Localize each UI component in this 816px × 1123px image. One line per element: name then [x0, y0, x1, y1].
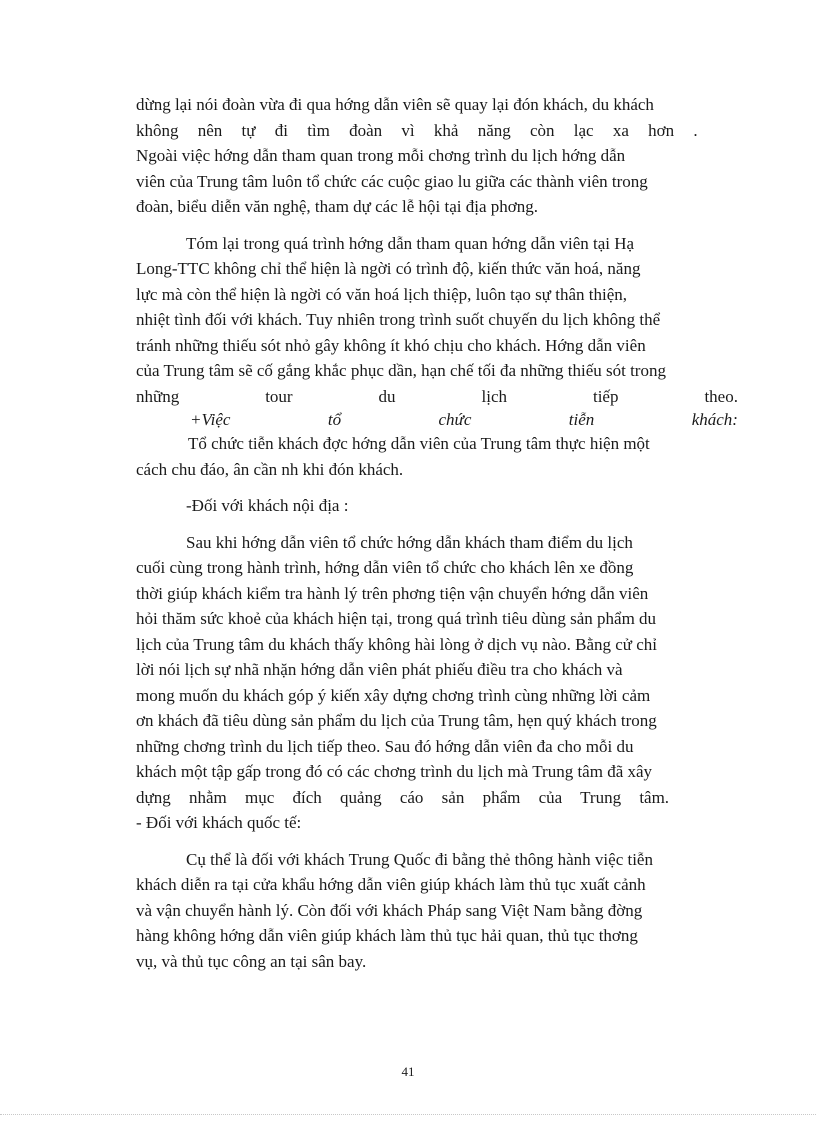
heading-word: tổ	[327, 410, 342, 429]
section-heading	[136, 409, 738, 431]
text-line: khách một tập gấp trong đó có các chơng trình du lịch mà Trung tâm đã xây	[136, 762, 653, 781]
paragraph-summary	[136, 231, 738, 410]
word: du	[378, 386, 396, 406]
paragraph-farewell-intro	[136, 431, 738, 482]
page-bottom-border	[0, 1114, 816, 1115]
paragraph-domestic	[136, 530, 738, 836]
text-line: không nên tự đi tìm đoàn vì khả năng còn lạc xa hơn .	[136, 120, 698, 140]
text-line: khách diễn ra tại cửa khẩu hớng dẫn viên giúp khách làm thủ tục xuất cảnh	[136, 875, 646, 894]
text-line: hỏi thăm sức khoẻ của khách hiện tại, trong quá trình tiêu dùng sản phẩm du	[136, 609, 657, 628]
subheading-text: -Đối với khách nội địa :	[186, 496, 349, 515]
text-line: lời nói lịch sự nhã nhặn hớng dẫn viên phát phiếu điều tra cho khách và	[136, 660, 623, 679]
page-number: 41	[401, 1064, 415, 1079]
text-line: Sau khi hớng dẫn viên tổ chức hớng dẫn khách tham điểm du lịch	[186, 532, 633, 552]
text-line: hàng không hớng dẫn viên giúp khách làm thủ tục hải quan, thủ tục thơng	[136, 926, 638, 945]
text-line: Ngoài việc hớng dẫn tham quan trong mỗi chơng trình du lịch hớng dẫn	[136, 146, 626, 165]
text-line: thời giúp khách kiểm tra hành lý trên phơng tiện vận chuyển hớng dẫn viên	[136, 583, 649, 603]
text-line: Tóm lại trong quá trình hớng dẫn tham quan hớng dẫn viên tại Hạ	[186, 233, 635, 253]
word: lịch	[481, 386, 508, 406]
heading-word: khách:	[691, 410, 738, 429]
text-line: mong muốn du khách góp ý kiến xây dựng chơng trình cùng những lời cảm	[136, 685, 651, 705]
subheading-international: - Đối với khách quốc tế:	[136, 813, 302, 832]
text-line: dựng nhằm mục đích quảng cáo sản phẩm của Trung tâm.	[136, 787, 670, 807]
text-line: dừng lại nói đoàn vừa đi qua hớng dẫn viên sẽ quay lại đón khách, du khách	[136, 95, 654, 114]
text-line: Cụ thể là đối với khách Trung Quốc đi bằng thẻ thông hành việc tiễn	[186, 849, 653, 869]
heading-word: chức	[438, 410, 472, 429]
text-line: Long-TTC không chỉ thể hiện là ngời có trình độ, kiến thức văn hoá, năng	[136, 259, 641, 278]
text-line: của Trung tâm sẽ cố gắng khắc phục dần, hạn chế tối đa những thiếu sót trong	[136, 361, 666, 380]
word: tour	[265, 386, 293, 406]
text-line: và vận chuyển hành lý. Còn đối với khách Pháp sang Việt Nam bằng đờng	[136, 900, 643, 920]
text-line: những chơng trình du lịch tiếp theo. Sau đó hớng dẫn viên đa cho mỗi du	[136, 736, 634, 756]
subheading-domestic	[136, 493, 738, 519]
text-line: viên của Trung tâm luôn tổ chức các cuộc giao lu giữa các thành viên trong	[136, 171, 648, 191]
heading-word: tiễn	[568, 410, 595, 429]
text-line: lịch của Trung tâm du khách thấy không hài lòng ở dịch vụ nào. Bằng cử chỉ	[136, 634, 658, 654]
text-line: lực mà còn thể hiện là ngời có văn hoá lịch thiệp, luôn tạo sự thân thiện,	[136, 284, 628, 304]
paragraph-continuation	[136, 92, 738, 220]
text-line: cách chu đáo, ân cần nh khi đón khách.	[136, 459, 404, 479]
text-line: cuối cùng trong hành trình, hớng dẫn viên tổ chức cho khách lên xe đồng	[136, 558, 634, 577]
paragraph-international	[136, 847, 738, 975]
text-line-justified	[136, 384, 738, 410]
text-line: nhiệt tình đối với khách. Tuy nhiên trong trình suốt chuyến du lịch không thể	[136, 310, 661, 329]
text-line: ơn khách đã tiêu dùng sản phẩm du lịch của Trung tâm, hẹn quý khách trong	[136, 711, 657, 730]
word: những	[136, 386, 180, 406]
word: tiếp	[592, 386, 619, 406]
word: theo.	[704, 386, 738, 406]
heading-word: +Việc	[190, 410, 231, 429]
text-line: đoàn, biểu diễn văn nghệ, tham dự các lễ hội tại địa phơng.	[136, 197, 539, 216]
text-line: vụ, và thủ tục công an tại sân bay.	[136, 951, 367, 971]
page-content	[136, 92, 738, 974]
text-line: tránh những thiếu sót nhỏ gây không ít khó chịu cho khách. Hớng dẫn viên	[136, 335, 646, 355]
text-line: Tổ chức tiễn khách đợc hớng dẫn viên của Trung tâm thực hiện một	[188, 434, 650, 453]
